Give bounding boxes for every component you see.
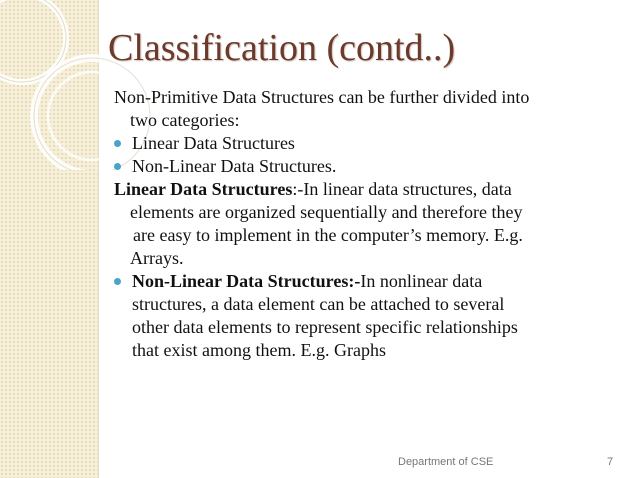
slide-title: Classification (contd..) [108,27,456,69]
nonlinear-desc-line-3: other data elements to represent specific relationships [132,317,518,337]
nonlinear-term: Non-Linear Data Structures:- [132,271,361,291]
linear-term: Linear Data Structures [114,179,293,199]
bullet-icon [114,140,121,147]
nonlinear-desc-line-1: In nonlinear data [360,271,483,291]
bullet-icon [114,163,121,170]
nonlinear-desc-line-4: that exist among them. E.g. Graphs [132,340,386,360]
intro-paragraph [114,86,614,132]
bullet-linear: Linear Data Structures [132,133,295,153]
nonlinear-desc-line-2: structures, a data element can be attached to several [132,294,505,314]
linear-desc-line-1: :-In linear data structures, data [292,179,512,199]
page-number: 7 [607,456,614,468]
linear-paragraph [114,178,614,270]
list-item [114,270,614,362]
linear-desc-line-4: Arrays. [130,248,184,268]
intro-line-2: two categories: [130,110,240,130]
bullet-nonlinear: Non-Linear Data Structures. [132,156,337,176]
intro-line-1: Non-Primitive Data Structures can be further divided into [114,87,530,107]
list-item [114,155,614,178]
bullet-icon [114,278,121,285]
linear-desc-line-2: elements are organized sequentially and therefore they [130,202,523,222]
footer-department: Department of CSE [398,456,494,468]
list-item [114,132,614,155]
linear-desc-line-3: are easy to implement in the computer’s memory. E.g. [133,225,523,245]
slide-body [114,86,614,362]
